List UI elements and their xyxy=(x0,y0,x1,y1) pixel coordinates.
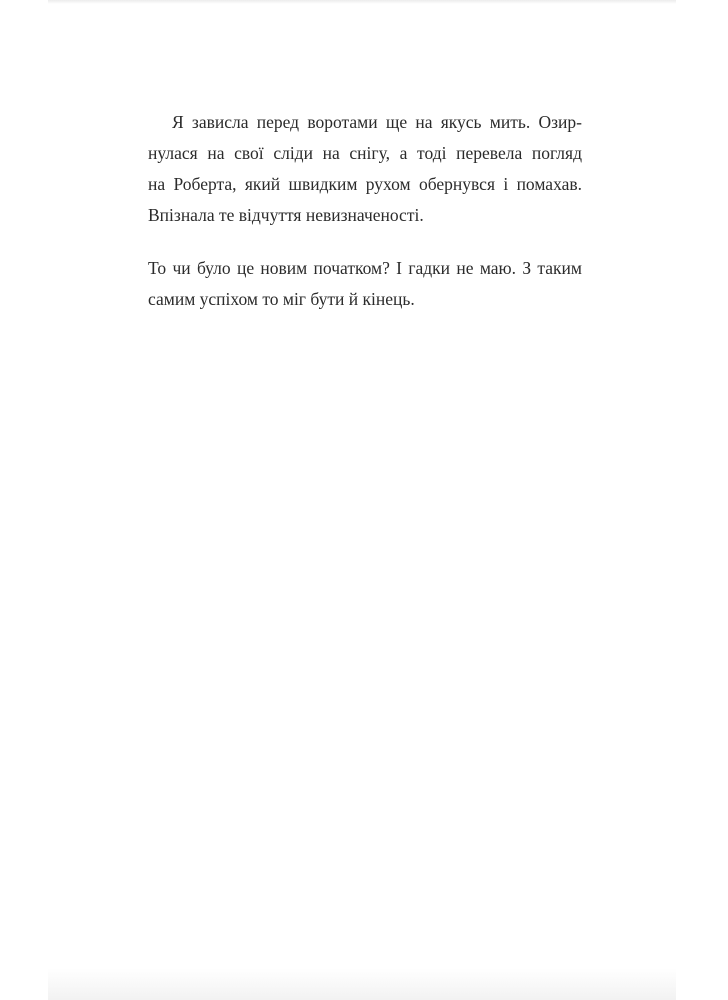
paragraph-2 xyxy=(148,253,582,315)
page-body xyxy=(148,107,582,315)
paragraph-line: нулася на свої сліди на снігу, а тоді перевела погляд xyxy=(148,143,582,163)
page-bottom-edge xyxy=(48,968,676,1000)
paragraph-line: на Роберта, який швидким рухом обернувся і помахав. xyxy=(148,174,582,194)
paragraph-line: То чи було це новим початком? І гадки не маю. З таким xyxy=(148,258,582,278)
paragraph-1 xyxy=(148,107,582,231)
paragraph-gap xyxy=(148,231,582,253)
paragraph-line: Я зависла перед воротами ще на якусь мить. Озир- xyxy=(172,112,582,132)
paragraph-line: Впізнала те відчуття невизначеності. xyxy=(148,205,424,225)
paragraph-line: самим успіхом то міг бути й кінець. xyxy=(148,289,415,309)
page-top-edge xyxy=(48,0,676,4)
